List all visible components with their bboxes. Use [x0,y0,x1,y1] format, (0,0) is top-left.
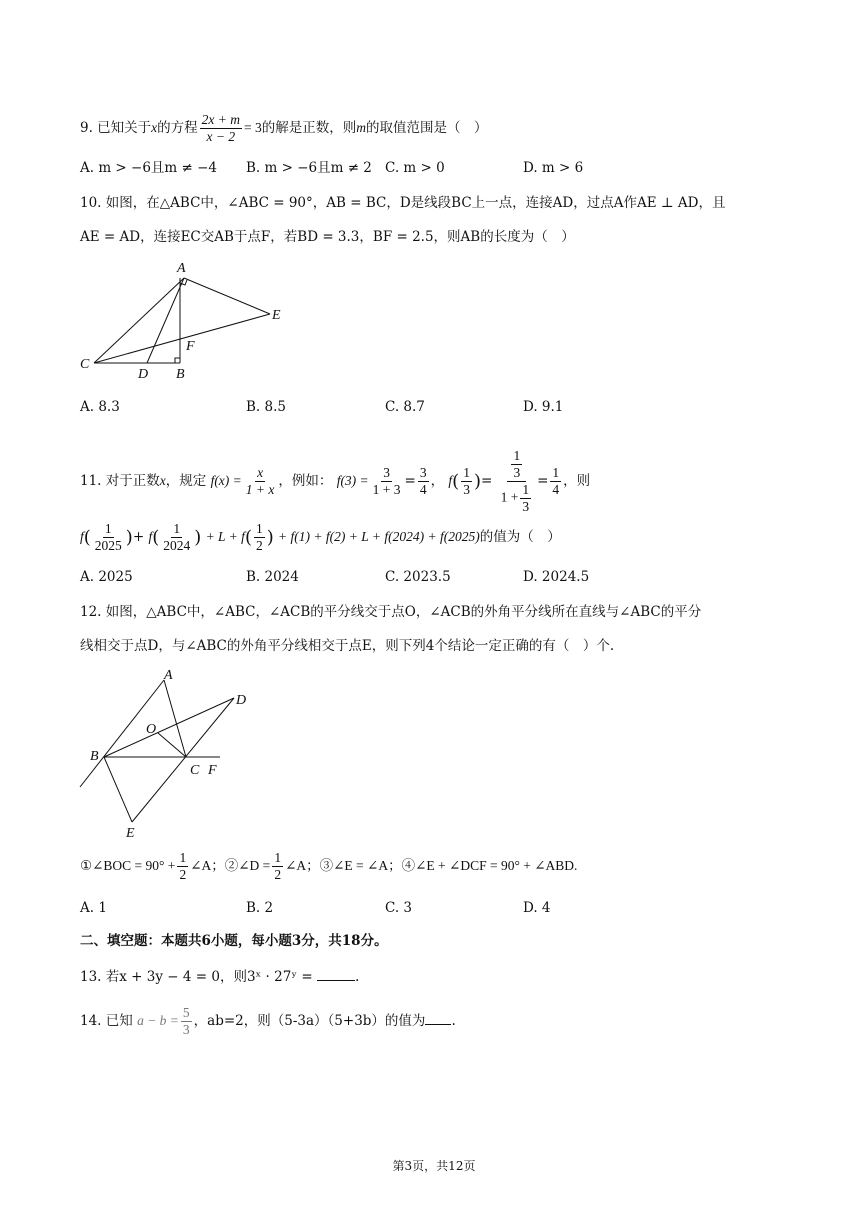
q11-ex1-den: 1 + 3 [372,482,401,497]
q12-c1-frac [177,850,188,883]
q11-inner-num: 1 [513,448,521,463]
q9-option-b[interactable]: B. m > −6且m ≠ 2 [246,160,372,176]
q11-complex-num [507,448,526,482]
q11-ex1-res-den: 4 [419,482,427,497]
q12-line-1: 12. 如图，△ABC中，∠ABC，∠ACB的平分线交于点O，∠ACB的外角平分线所在直线与∠ABC的平分 [80,604,702,620]
paren-close: ) [266,526,274,548]
q13-tail: . [354,969,360,985]
q12-option-d[interactable]: D. 4 [523,900,551,916]
q9-suffix: 的解是正数，则 [261,120,357,136]
question-14 [80,1004,798,1038]
q9-x: x [151,120,158,135]
q11-def-num: x [257,465,264,480]
q9-option-d[interactable]: D. m > 6 [523,160,584,176]
q12-option-a[interactable]: A. 1 [80,900,107,916]
q12-line-2: 线相交于点D，与∠ABC的外角平分线相交于点E，则下列4个结论一定正确的有（ ）个. [80,638,615,654]
label-a: A [177,261,186,276]
paren-open: ( [244,526,252,548]
q11-def-frac [244,465,277,498]
q11-sum-b [161,521,192,554]
label-e: E [272,308,281,323]
paren-close: ) [194,526,202,548]
q11-ex1-res-num: 3 [419,465,427,480]
q10-option-d[interactable]: D. 9.1 [523,399,564,415]
q11-sum-b-den: 2024 [163,538,191,553]
q9-fraction [200,112,242,145]
q11-sum-a [93,521,124,554]
q9-option-a[interactable]: A. m > −6且m ≠ −4 [80,160,218,176]
q12-c1-num: 1 [179,850,187,865]
q11-mid: ，规定 [165,473,207,489]
q14-answer-blank[interactable] [425,1010,451,1025]
q10-figure [74,258,294,382]
paren-open: ( [152,526,160,548]
paren-close: ) [473,470,481,492]
q13-text: 13. 若x + 3y − 4 = 0，则3ˣ · 27ʸ = [80,969,313,985]
q9-eq: = 3 [244,120,262,135]
segment-oc [158,733,186,757]
segment-ac [164,680,186,757]
q9-m: m [356,120,367,135]
q11-ex1-num: 3 [383,465,390,480]
segment-de [132,698,234,822]
q10-option-c[interactable]: C. 8.7 [385,399,425,415]
q11-then: ，则 [563,473,591,489]
q13-answer-blank[interactable] [317,966,355,981]
label-f: F [186,339,195,354]
q9-prefix: 9. 已知关于 [80,120,152,136]
q11-sum-tail: 的值为（ ） [479,529,561,545]
question-13 [80,966,798,987]
q12-c2-den: 2 [274,867,282,882]
q14-fraction [181,1005,192,1038]
q11-option-a[interactable]: A. 2025 [80,569,133,585]
q10-line-2: AE = AD，连接EC交AB于点F，若BD = 3.3，BF = 2.5，则AB的长度为（ ） [80,229,575,245]
q11-ex1-eq: = [404,473,416,489]
q12-c2-num: 1 [274,850,282,865]
question-9 [80,112,798,145]
q11-ex1-frac [371,465,403,498]
question-11: 11. 对于正数x，规定 f(x) = $\frac{x}{1 + x}$ ，例如： f(3) = $\frac{3}{1 + 3}$ = $\frac{3}{4}$ ， f( $\frac{1}{3}$ )= $\frac{1}{3}$ 1 + $\frac{1}{3}$ = $\frac{1}{4}$ ，则 [80,448,591,514]
q9-tail: 的取值范围是（ ） [366,120,488,136]
label-o: O [146,722,157,737]
q11-inner-frac [511,448,522,481]
q11-prefix: 11. 对于正数 [80,473,160,489]
q11-option-c[interactable]: C. 2023.5 [385,569,451,585]
q14-mid: ，ab=2，则（5-3a）（5+3b）的值为 [193,1013,426,1029]
q12-c1: ①∠BOC = 90° + [80,858,176,873]
q12-conclusions [80,849,798,883]
q11-def-den: 1 + x [245,482,275,497]
label-d: D [236,693,247,708]
q11-outer-frac [520,482,531,515]
q11-f13-arg [461,465,472,498]
paren-close: ) [125,526,133,548]
q12-c2-frac [272,850,283,883]
q11-sum-c-den: 2 [255,538,263,553]
q11-ex2-res-num: 1 [552,465,560,480]
q11-sum-f2: f [148,529,153,544]
label-a: A [164,668,173,683]
q11-sum-c-num: 1 [255,521,263,536]
label-e: E [126,826,135,841]
q9-mid: 的方程 [157,120,198,136]
label-b: B [176,367,185,382]
q11-option-b[interactable]: B. 2024 [246,569,299,585]
q9-frac-den: x − 2 [206,129,236,144]
q11-ex2-res [550,465,561,498]
q11-sum-c [254,521,265,554]
q11-sum-a-num: 1 [104,521,112,536]
segment-ad [147,278,184,363]
label-c: C [80,357,90,372]
q9-frac-num: 2x + m [201,112,241,127]
q11-complex-frac [499,448,536,515]
q11-sum-dots: + L + f [205,529,245,544]
q9-option-c[interactable]: C. m > 0 [385,160,445,176]
q11-sum-rest: + f(1) + f(2) + L + f(2024) + f(2025) [278,529,480,544]
q12-c1-tail: ∠A；②∠D = [190,858,271,873]
q14-frac-num: 5 [182,1005,190,1020]
paren-open: ( [83,526,91,548]
q11-f3: f(3) = [336,473,369,488]
q11-sum-b-num: 1 [173,521,181,536]
paren-open: ( [452,470,460,492]
q11-option-d[interactable]: D. 2024.5 [523,569,590,585]
q14-tail: . [451,1013,456,1029]
right-angle-b [175,358,180,363]
segment-ae [184,278,270,314]
q11-outer-den: 3 [522,499,530,514]
q14-expr: a − b = [137,1013,179,1028]
q11-example: ，例如： [278,473,333,489]
segment-be [104,757,132,822]
q11-f13-arg-den: 3 [463,482,470,497]
segment-bd [104,698,234,757]
q12-figure [74,665,274,843]
q12-option-b[interactable]: B. 2 [246,900,274,916]
q11-sum-a-den: 2025 [94,538,122,553]
q11-sum: f( $\frac{1}{2025}$ )+ f( $\frac{1}{2024}$ ) + L + f( $\frac{1}{2}$ ) + f(1) + f(2) + L + f(2024) + f(2025)的值为（ ） [80,521,561,553]
label-b: B [90,749,99,764]
q14-prefix: 14. 已知 [80,1013,133,1029]
q11-f13: f [448,473,453,488]
q11-ex2-res-den: 4 [552,482,560,497]
q10-line-1: 10. 如图，在△ABC中，∠ABC = 90°，AB = BC，D是线段BC上一点，连接AD，过点A作AE ⊥ AD，且 [80,195,726,211]
q11-inner-den: 3 [513,465,521,480]
section-2-heading: 二、填空题：本题共6小题，每小题3分，共18分。 [80,933,388,949]
q11-outer-num: 1 [522,482,530,497]
q12-c2-tail: ∠A；③∠E = ∠A；④∠E + ∠DCF = 90° + ∠ABD. [285,858,578,873]
label-d: D [138,367,149,382]
q11-f13-arg-num: 1 [463,465,470,480]
page-footer: 第3页，共12页 [392,1159,476,1173]
q14-frac-den: 3 [182,1022,190,1037]
q11-sum-f1: f [80,529,84,544]
q11-x: x [159,473,166,488]
q11-ex1-res [418,465,429,498]
q11-outer-one: 1 + [500,489,519,505]
q12-option-c[interactable]: C. 3 [385,900,413,916]
label-c: C [190,763,200,778]
q11-complex-den [499,482,536,515]
q11-fx: f(x) = [210,473,242,488]
q12-c1-den: 2 [179,867,187,882]
label-f: F [208,763,217,778]
q10-option-b[interactable]: B. 8.5 [246,399,286,415]
q10-option-a[interactable]: A. 8.3 [80,399,120,415]
